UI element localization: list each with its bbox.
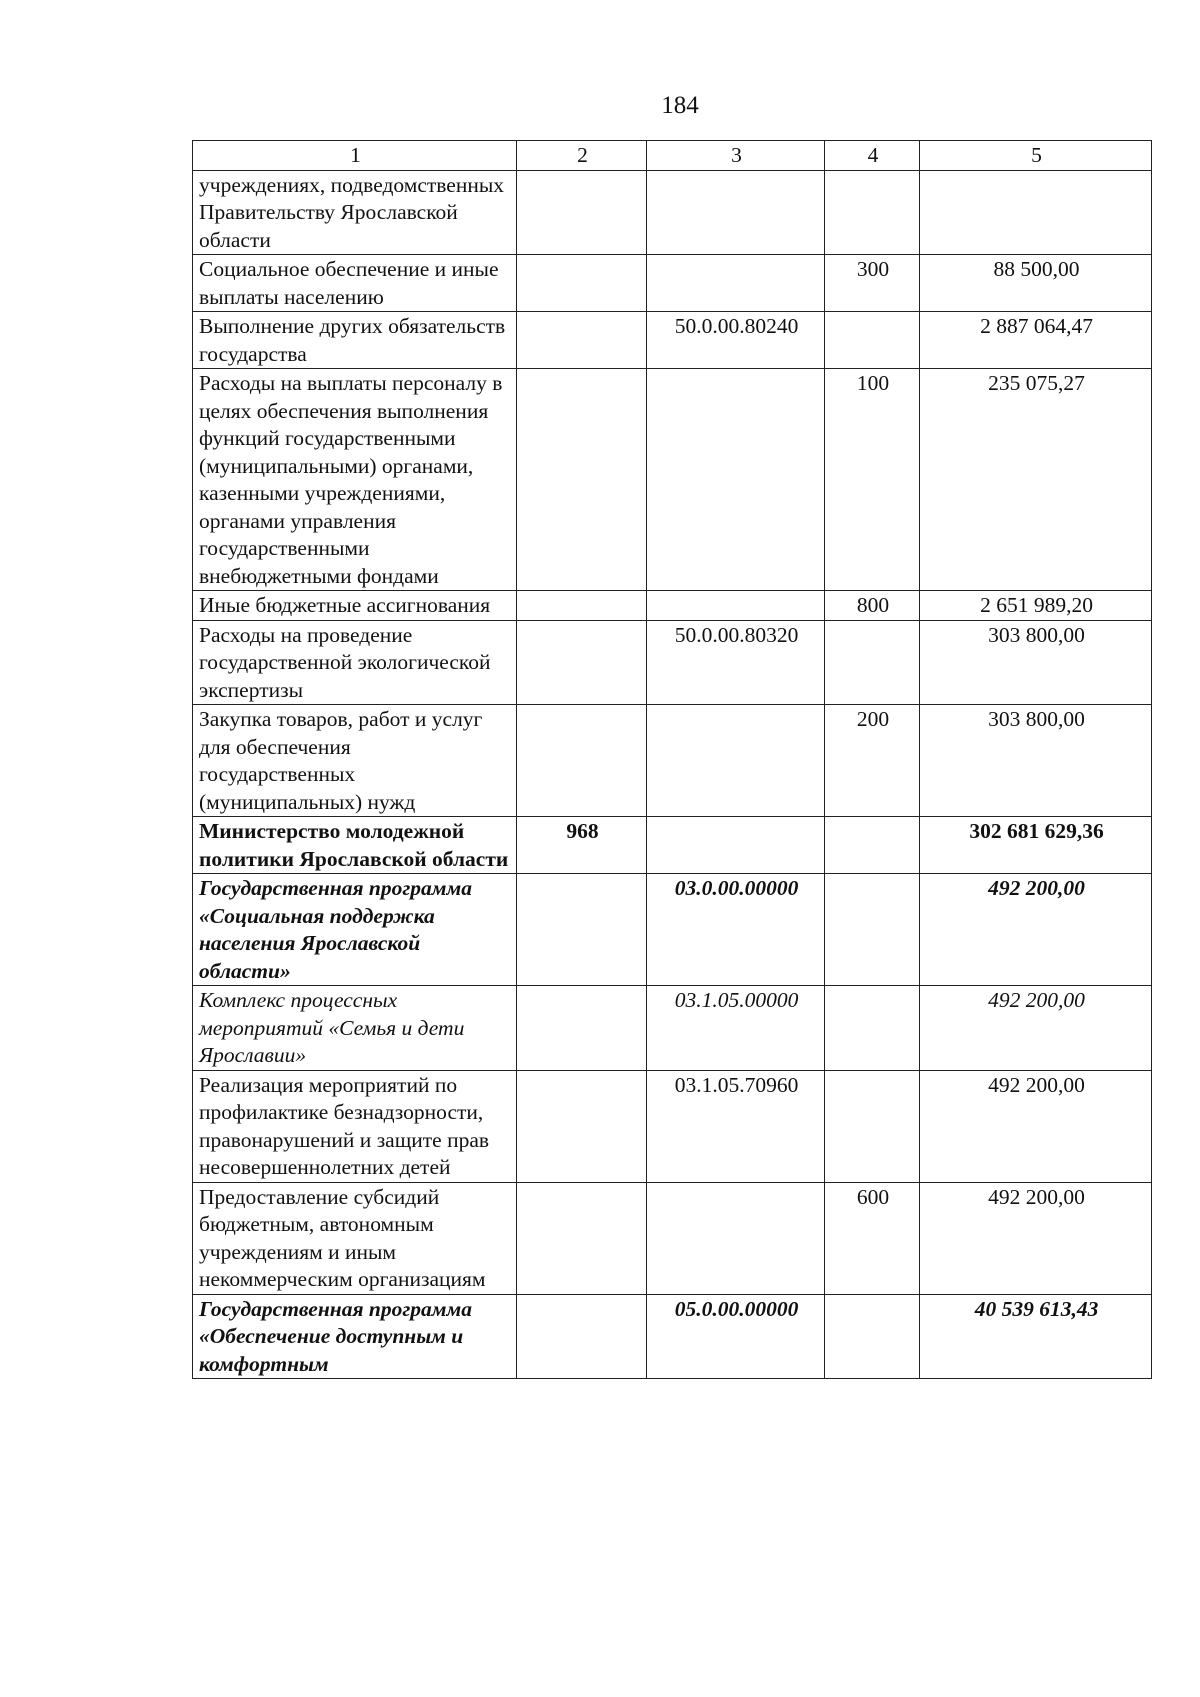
amount-cell: 492 200,00 xyxy=(920,986,1152,1071)
item-name-cell: Министерство молодежной политики Ярославской области xyxy=(193,817,517,874)
expense-type-cell xyxy=(825,170,920,255)
expense-type-cell: 100 xyxy=(825,369,920,591)
target-article-cell xyxy=(647,591,825,621)
item-name-cell: Закупка товаров, работ и услуг для обеспечения государственных (муниципальных) нужд xyxy=(193,705,517,817)
table-row xyxy=(193,255,1152,312)
page-number: 184 xyxy=(661,92,699,119)
table-row xyxy=(193,369,1152,591)
item-name-cell: учреждениях, подведомственных Правительству Ярославской области xyxy=(193,170,517,255)
department-code-cell xyxy=(517,620,647,705)
department-code-cell xyxy=(517,1182,647,1294)
department-code-cell xyxy=(517,255,647,312)
item-name-cell: Расходы на проведение государственной экологической экспертизы xyxy=(193,620,517,705)
expense-type-cell xyxy=(825,874,920,986)
department-code-cell xyxy=(517,1294,647,1379)
target-article-cell: 50.0.00.80240 xyxy=(647,312,825,369)
expense-type-cell: 600 xyxy=(825,1182,920,1294)
table-row xyxy=(193,312,1152,369)
item-name-cell: Социальное обеспечение и иные выплаты населению xyxy=(193,255,517,312)
table-row xyxy=(193,1182,1152,1294)
department-code-cell xyxy=(517,986,647,1071)
amount-cell: 302 681 629,36 xyxy=(920,817,1152,874)
expense-type-cell xyxy=(825,1294,920,1379)
department-code-cell xyxy=(517,874,647,986)
table-row xyxy=(193,705,1152,817)
table-row xyxy=(193,1294,1152,1379)
expense-type-cell xyxy=(825,312,920,369)
expense-type-cell xyxy=(825,817,920,874)
expense-type-cell: 300 xyxy=(825,255,920,312)
department-code-cell xyxy=(517,705,647,817)
amount-cell: 2 887 064,47 xyxy=(920,312,1152,369)
target-article-cell: 03.1.05.70960 xyxy=(647,1070,825,1182)
amount-cell: 88 500,00 xyxy=(920,255,1152,312)
header-cell: 4 xyxy=(825,141,920,171)
amount-cell: 40 539 613,43 xyxy=(920,1294,1152,1379)
amount-cell: 492 200,00 xyxy=(920,874,1152,986)
target-article-cell: 50.0.00.80320 xyxy=(647,620,825,705)
item-name-cell: Расходы на выплаты персоналу в целях обеспечения выполнения функций государственными (муниципальными) органами, казенными учреждениями, органами управления государственными внебюджетными фондами xyxy=(193,369,517,591)
expense-type-cell xyxy=(825,1070,920,1182)
department-code-cell xyxy=(517,170,647,255)
expense-type-cell xyxy=(825,620,920,705)
amount-cell: 2 651 989,20 xyxy=(920,591,1152,621)
table-row xyxy=(193,986,1152,1071)
expense-type-cell: 800 xyxy=(825,591,920,621)
header-row xyxy=(193,141,1152,171)
table-row xyxy=(193,817,1152,874)
expense-type-cell: 200 xyxy=(825,705,920,817)
item-name-cell: Государственная программа «Социальная поддержка населения Ярославской области» xyxy=(193,874,517,986)
department-code-cell: 968 xyxy=(517,817,647,874)
amount-cell: 303 800,00 xyxy=(920,705,1152,817)
table-row xyxy=(193,874,1152,986)
amount-cell xyxy=(920,170,1152,255)
header-cell: 5 xyxy=(920,141,1152,171)
item-name-cell: Комплекс процессных мероприятий «Семья и дети Ярославии» xyxy=(193,986,517,1071)
budget-table xyxy=(192,140,1152,1379)
department-code-cell xyxy=(517,369,647,591)
table-row xyxy=(193,170,1152,255)
header-cell: 2 xyxy=(517,141,647,171)
target-article-cell xyxy=(647,817,825,874)
item-name-cell: Выполнение других обязательств государства xyxy=(193,312,517,369)
amount-cell: 492 200,00 xyxy=(920,1070,1152,1182)
amount-cell: 235 075,27 xyxy=(920,369,1152,591)
amount-cell: 492 200,00 xyxy=(920,1182,1152,1294)
target-article-cell: 03.0.00.00000 xyxy=(647,874,825,986)
department-code-cell xyxy=(517,1070,647,1182)
target-article-cell: 03.1.05.00000 xyxy=(647,986,825,1071)
target-article-cell xyxy=(647,170,825,255)
amount-cell: 303 800,00 xyxy=(920,620,1152,705)
target-article-cell xyxy=(647,369,825,591)
table-row xyxy=(193,591,1152,621)
header-cell: 1 xyxy=(193,141,517,171)
target-article-cell: 05.0.00.00000 xyxy=(647,1294,825,1379)
target-article-cell xyxy=(647,705,825,817)
expense-type-cell xyxy=(825,986,920,1071)
target-article-cell xyxy=(647,1182,825,1294)
item-name-cell: Государственная программа «Обеспечение доступным и комфортным xyxy=(193,1294,517,1379)
department-code-cell xyxy=(517,312,647,369)
target-article-cell xyxy=(647,255,825,312)
item-name-cell: Реализация мероприятий по профилактике безнадзорности, правонарушений и защите прав несовершеннолетних детей xyxy=(193,1070,517,1182)
header-cell: 3 xyxy=(647,141,825,171)
table-row xyxy=(193,620,1152,705)
item-name-cell: Предоставление субсидий бюджетным, автономным учреждениям и иным некоммерческим организациям xyxy=(193,1182,517,1294)
department-code-cell xyxy=(517,591,647,621)
table-row xyxy=(193,1070,1152,1182)
item-name-cell: Иные бюджетные ассигнования xyxy=(193,591,517,621)
